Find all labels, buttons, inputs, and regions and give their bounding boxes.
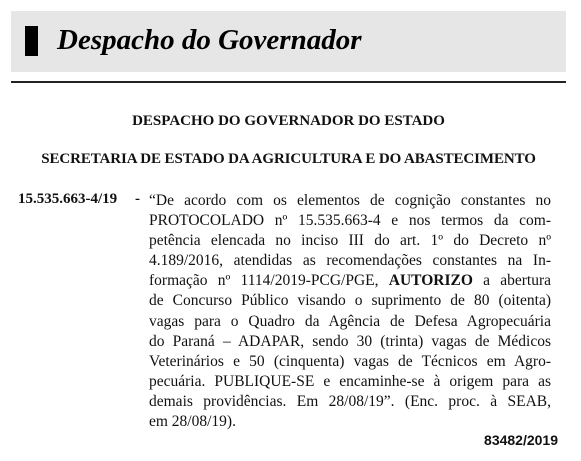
- process-separator: -: [135, 191, 140, 207]
- body-line: vagas para o Quadro da Agência de Defesa Agropecuária: [149, 312, 551, 330]
- section-header-band: [11, 11, 566, 72]
- body-line: “De acordo com os elementos de cognição constantes no: [149, 192, 551, 209]
- body-line: do Paraná – ADAPAR, sendo 30 (trinta) vagas de Médicos: [149, 332, 551, 350]
- body-line: Veterinários e 50 (cinquenta) vagas de Técnicos em Agro-: [149, 352, 551, 370]
- publication-id: 83482/2019: [484, 432, 558, 448]
- horizontal-divider: [11, 81, 566, 83]
- dispatch-body: [149, 191, 551, 432]
- office-heading: DESPACHO DO GOVERNADOR DO ESTADO: [132, 113, 445, 129]
- authorize-word: AUTORIZO: [388, 272, 473, 290]
- body-line: PROTOCOLADO nº 15.535.663-4 e nos termos da com-: [149, 212, 551, 230]
- body-line: de Concurso Público visando o suprimento de 80 (oitenta): [149, 292, 551, 310]
- body-line: demais providências. Em 28/08/19”. (Enc. proc. à SEAB,: [149, 392, 551, 410]
- authorize-tail: a abertura: [483, 272, 552, 290]
- process-number: 15.535.663-4/19: [18, 191, 118, 207]
- body-line: pecuária. PUBLIQUE-SE e encaminhe-se à origem para as: [149, 372, 551, 390]
- body-line-text: formação nº 1114/2019-PCG/PGE,: [149, 272, 379, 290]
- body-line: em 28/08/19).: [149, 413, 236, 431]
- body-line: petência elencada no inciso III do art. 1º do Decreto nº: [149, 232, 551, 250]
- body-line: 4.189/2016, atendidas as recomendações constantes na In-: [149, 252, 551, 270]
- secretariat-heading: SECRETARIA DE ESTADO DA AGRICULTURA E DO ABASTECIMENTO: [41, 151, 536, 167]
- section-title: Despacho do Governador: [57, 24, 362, 56]
- header-marker-bar: [25, 26, 38, 56]
- body-line-authorize: [149, 271, 551, 291]
